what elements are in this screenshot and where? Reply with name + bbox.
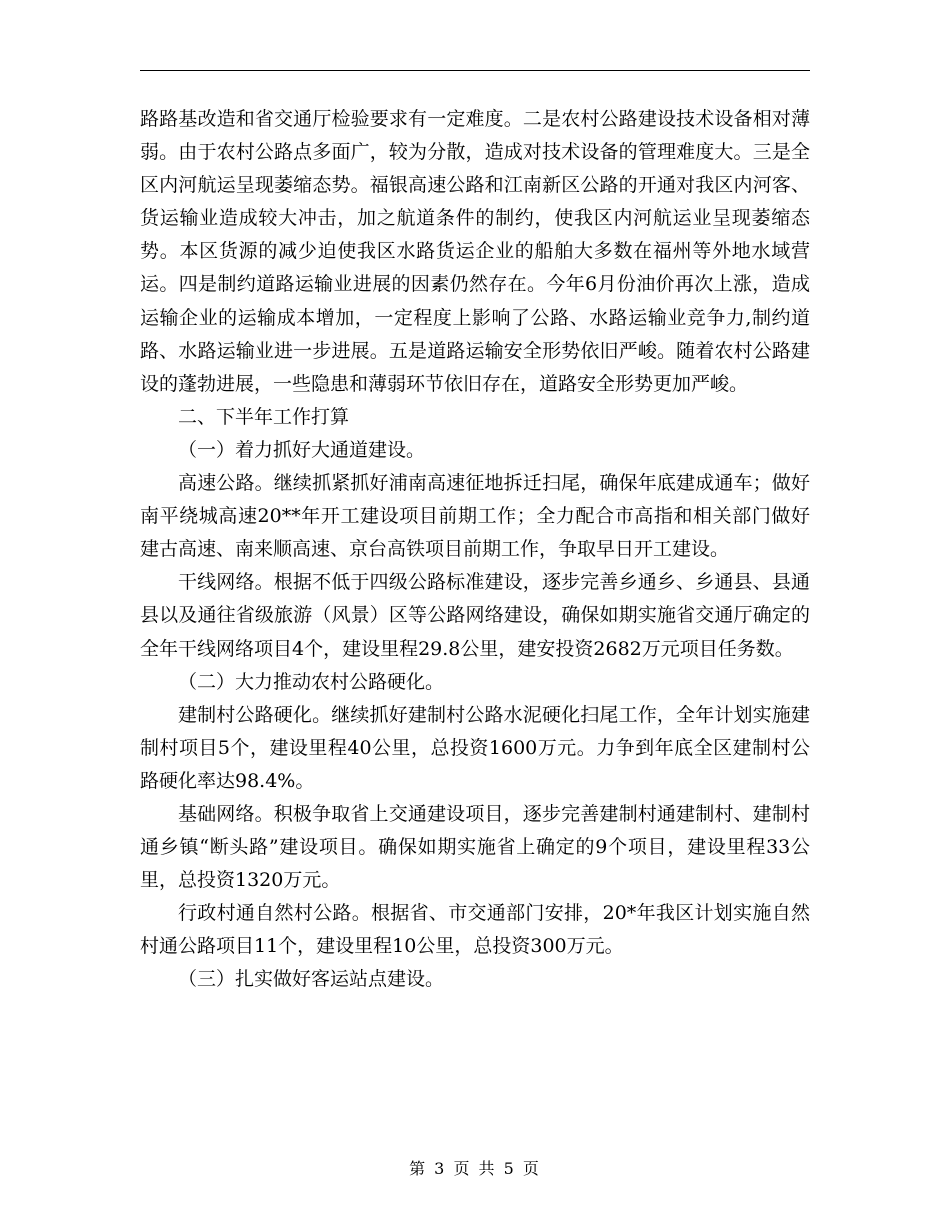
heading-second-half-plan: 二、下半年工作打算 xyxy=(178,405,350,428)
paragraph-basic-network: 基础网络。积极争取省上交通建设项目，逐步完善建制村通建制村、建制村通乡镇“断头路”建设项目。确保如期实施省上确定的9个项目，建设里程33公里，总投资1320万元。 xyxy=(140,802,810,892)
page-number: 第 3 页 共 5 页 xyxy=(409,1159,541,1178)
subheading-rural-roads: （二）大力推动农村公路硬化。 xyxy=(178,670,445,693)
subheading-passenger-stations: （三）扎实做好客运站点建设。 xyxy=(178,968,445,991)
paragraph-natural-village-roads: 行政村通自然村公路。根据省、市交通部门安排，20*年我区计划实施自然村通公路项目11个，建设里程10公里，总投资300万元。 xyxy=(140,902,810,958)
paragraph-trunk-network: 干线网络。根据不低于四级公路标准建设，逐步完善乡通乡、乡通县、县通县以及通往省级旅游（风景）区等公路网络建设，确保如期实施省交通厅确定的全年干线网络项目4个，建设里程29.8公里，建安投资2682万元项目任务数。 xyxy=(140,571,810,660)
paragraph-problems: 路路基改造和省交通厅检验要求有一定难度。二是农村公路建设技术设备相对薄弱。由于农村公路点多面广，较为分散，造成对技术设备的管理难度大。三是全区内河航运呈现萎缩态势。福银高速公路和江南新区公路的开通对我区内河客、货运输业造成较大冲击，加之航道条件的制约，使我区内河航运业呈现萎缩态势。本区货源的减少迫使我区水路货运企业的船舶大多数在福州等外地水域营运。四是制约道路运输业进展的因素仍然存在。今年6月份油价再次上涨，造成运输企业的运输成本增加，一定程度上影响了公路、水路运输业竞争力,制约道路、水路运输业进一步进展。五是道路运输安全形势依旧严峻。随着农村公路建设的蓬勃进展，一些隐患和薄弱环节依旧存在，道路安全形势更加严峻。 xyxy=(140,108,810,395)
paragraph-expressway: 高速公路。继续抓紧抓好浦南高速征地拆迁扫尾，确保年底建成通车；做好南平绕城高速20**年开工建设项目前期工作；全力配合市高指和相关部门做好建古高速、南来顺高速、京台高铁项目前期工作，争取早日开工建设。 xyxy=(140,472,810,561)
subheading-main-channels: （一）着力抓好大通道建设。 xyxy=(178,438,426,461)
header-rule xyxy=(140,70,810,71)
document-body xyxy=(140,103,810,997)
paragraph-village-roads: 建制村公路硬化。继续抓好建制村公路水泥硬化扫尾工作，全年计划实施建制村项目5个，建设里程40公里，总投资1600万元。力争到年底全区建制村公路硬化率达98.4%。 xyxy=(140,703,810,792)
